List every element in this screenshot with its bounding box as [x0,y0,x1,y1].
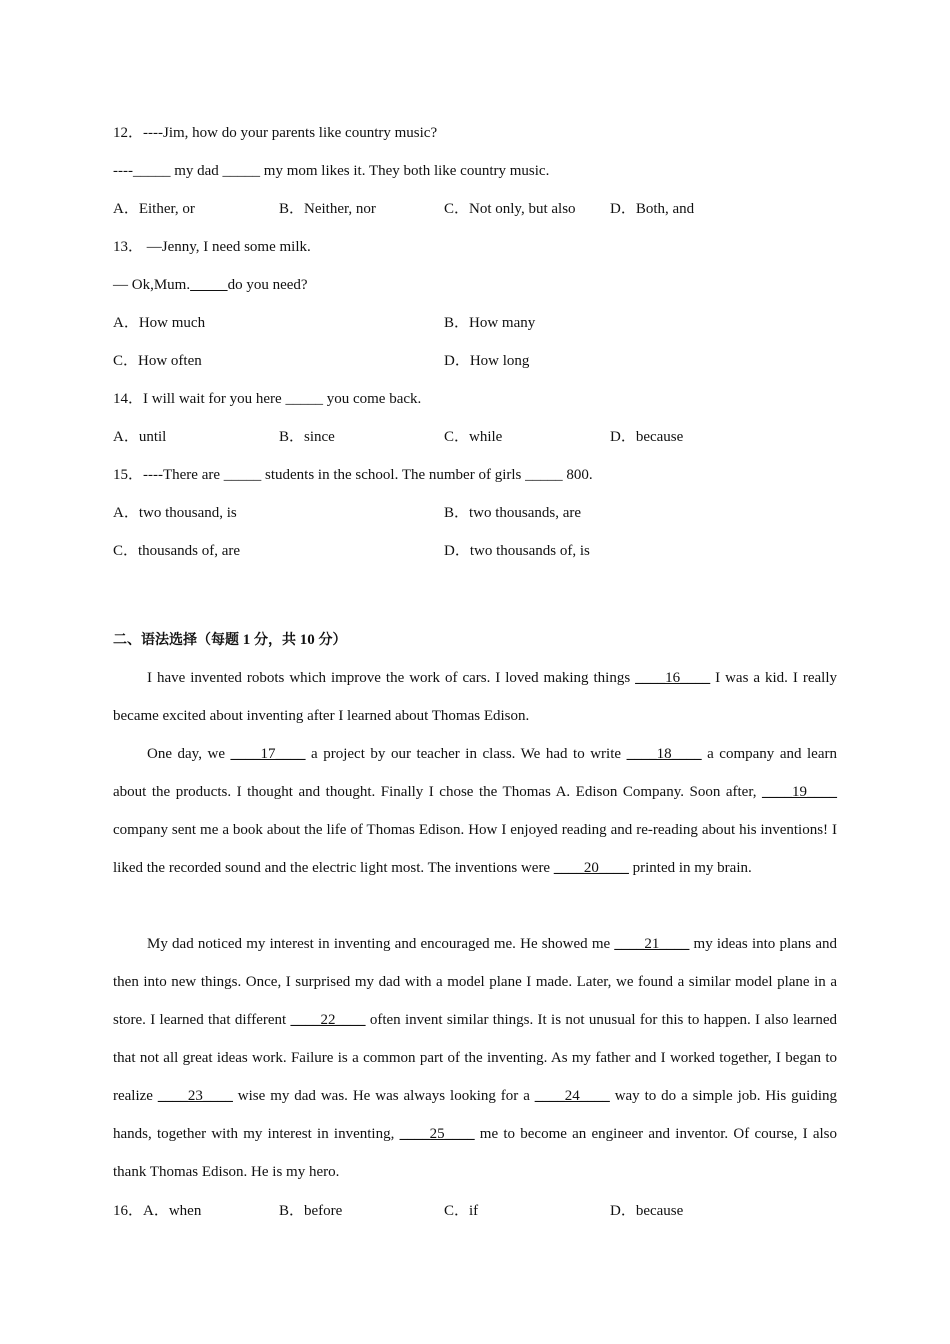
q13-option-b: B．How many [444,315,536,331]
blank-19: ____19____ [762,784,837,800]
passage-text: a project by our teacher in class. We had to write [305,746,627,762]
blank-22: ____22____ [290,1012,366,1028]
q13-option-c: C．How often [113,353,202,369]
passage-paragraph-3 [113,925,837,1191]
blank-16: ____16____ [635,670,711,686]
section-heading-points: 1 [242,632,251,648]
passage-text: often invent similar things. It is not unusual for this to happen. I also learned that not all great ideas work. Failure is a common part of the inventing. As my father and I worked together, I began to realize [113,1012,837,1104]
q15-option-d: D．two thousands of, is [444,543,590,559]
section-heading-part2: 分，共 [254,632,296,648]
q16-option-c: C．if [444,1203,479,1219]
section-heading [113,630,347,650]
passage-text: I have invented robots which improve the work of cars. I loved making things [147,670,636,686]
passage-text: a company and learn about the products. I thought and thought. Finally I chose the Thomas A. Edison Company. Soon after, [113,746,837,800]
passage-text: way to do a simple job. His guiding hands, together with my interest in inventing, [113,1088,837,1142]
passage-text: my ideas into plans and then into new things. Once, I surprised my dad with a model plane I made. Later, we found a similar model plane in a store. I learned that different [113,936,837,1028]
q12-option-d: D．Both, and [610,201,695,217]
q14-option-d: D．because [610,429,684,445]
q13-dialogue-post: do you need? [227,277,308,293]
q12-stem: 12．----Jim, how do your parents like country music? [113,125,438,141]
blank-17: ____17____ [230,746,306,762]
q14-stem: 14．I will wait for you here _____ you come back. [113,391,422,407]
q13-option-a: A．How much [113,315,206,331]
blank-23: ____23____ [157,1088,233,1104]
q12-option-b: B．Neither, nor [279,201,376,217]
blank-20: ____20____ [553,860,629,876]
q16-option-d: D．because [610,1203,684,1219]
blank-21: ____21____ [614,936,690,952]
passage-text: My dad noticed my interest in inventing and encouraged me. He showed me [147,936,615,952]
q13-blank [190,277,228,293]
passage-text: me to become an engineer and inventor. Of course, I also thank Thomas Edison. He is my hero. [113,1126,837,1180]
q12-option-c: C．Not only, but also [444,201,576,217]
q13-dialogue [113,275,308,295]
q13-dialogue-pre: — Ok,Mum. [113,277,191,293]
passage-paragraph-2 [113,735,837,887]
q14-option-b: B．since [279,429,335,445]
q16-option-b: B．before [279,1203,343,1219]
q15-option-a: A．two thousand, is [113,505,237,521]
section-heading-part3: 分） [318,632,347,648]
q12-option-a: A．Either, or [113,201,195,217]
passage-text: company sent me a book about the life of Thomas Edison. How I enjoyed reading and re-reading about his inventions! I liked the recorded sound and the electric light most. The inventions were [113,822,837,876]
passage-text: I was a kid. I really became excited about inventing after I learned about Thomas Edison. [113,670,838,724]
passage-text: printed in my brain. [628,860,752,876]
blank-25: ____25____ [399,1126,475,1142]
passage-text: wise my dad was. He was always looking for a [232,1088,535,1104]
passage-text: One day, we [147,746,231,762]
q16-option-a: 16．A．when [113,1203,202,1219]
q13-stem: 13． —Jenny, I need some milk. [113,239,311,255]
q13-option-d: D．How long [444,353,530,369]
section-heading-part1: 二、语法选择（每题 [113,632,239,648]
q15-stem: 15．----There are _____ students in the school. The number of girls _____ 800. [113,467,593,483]
q15-option-b: B．two thousands, are [444,505,582,521]
blank-18: ____18____ [626,746,702,762]
q14-option-a: A．until [113,429,167,445]
section-heading-total: 10 [299,632,315,648]
q12-dialogue: ----_____ my dad _____ my mom likes it. They both like country music. [113,163,550,179]
q15-option-c: C．thousands of, are [113,543,241,559]
blank-24: ____24____ [534,1088,610,1104]
passage-paragraph-1 [113,659,837,735]
q14-option-c: C．while [444,429,503,445]
